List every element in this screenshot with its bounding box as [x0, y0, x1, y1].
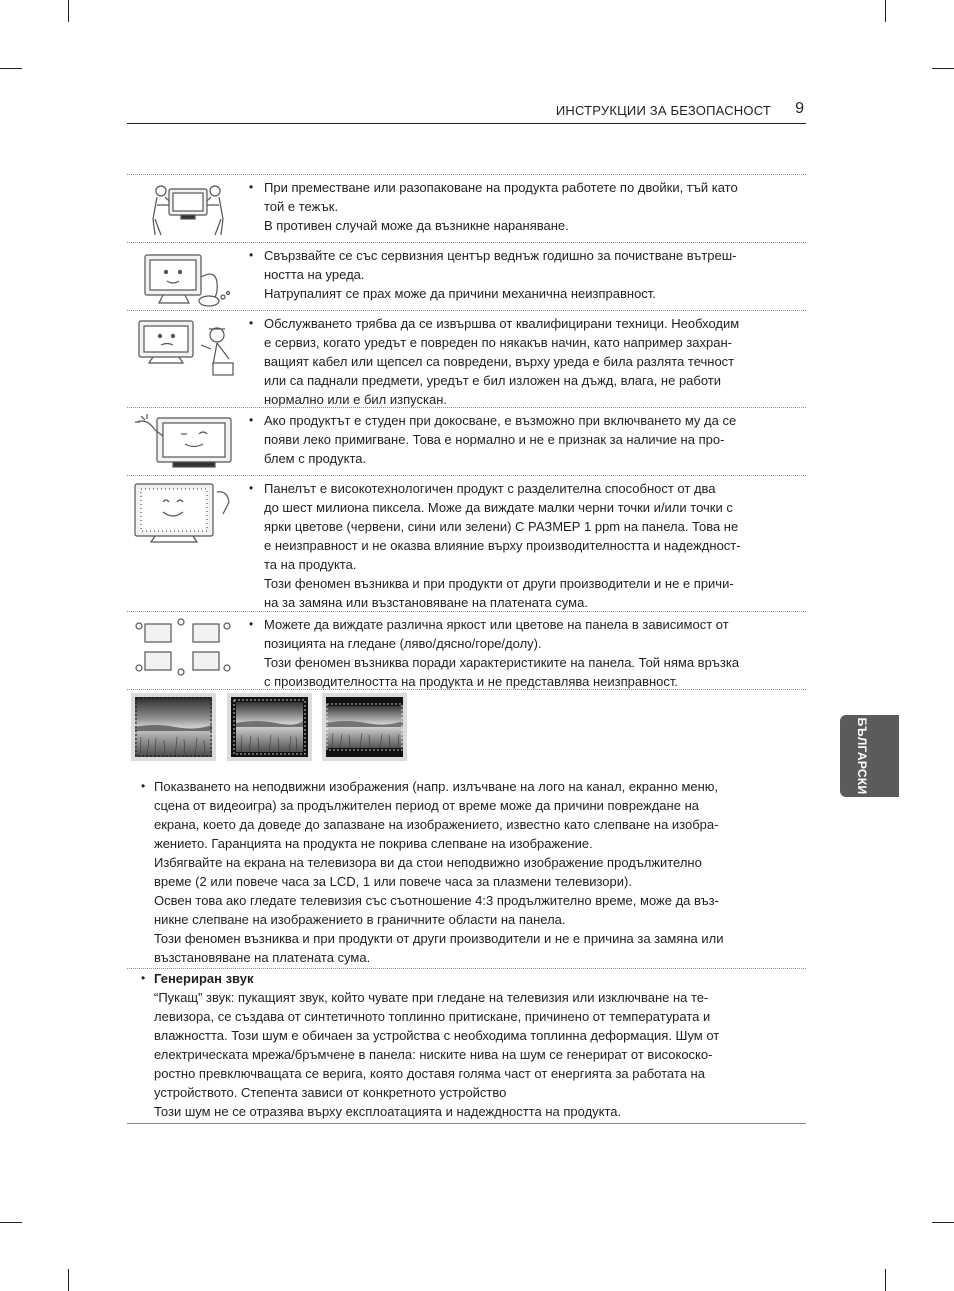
image-retention-photos — [131, 693, 411, 761]
paragraph-line: сцена от видеоигра) за продължителен период от време може да причини повреждане на — [154, 798, 699, 813]
row-text-line: При преместване или разопаковане на продукта работете по двойки, тъй като — [264, 180, 738, 195]
row-text-line: Панелът е високотехнологичен продукт с разделителна способност от два — [264, 481, 716, 496]
row-text-line: е неизправност и не оказва влияние върху производителността и надеждност- — [264, 538, 741, 553]
bullet: • — [249, 316, 254, 330]
row-text-line: на за замяна или възстановяване на платената сума. — [264, 595, 588, 610]
bullet: • — [249, 180, 254, 194]
landscape-photo-icon — [322, 693, 407, 761]
tv-service-technician-icon — [133, 315, 243, 381]
row-text-line: позицията на гледане (ляво/дясно/горе/долу). — [264, 636, 542, 651]
crop-mark — [932, 68, 954, 69]
crop-mark — [885, 1269, 886, 1291]
winking-cold-tv-icon — [133, 412, 243, 474]
bullet: • — [249, 481, 254, 495]
image-retention-paragraph — [127, 777, 806, 967]
smiling-panel-pixels-icon — [133, 480, 243, 546]
paragraph-line: Освен това ако гледате телевизия със съотношение 4:3 продължително време, може да въз- — [154, 893, 719, 908]
row-text-line: ярки цветове (червени, сини или зелени) С РАЗМЕР 1 ppm на панела. Това не — [264, 519, 739, 534]
paragraph-line: “Пукащ” звук: пукащият звук, който чувате при гледане на телевизия или изключване на те- — [154, 990, 709, 1005]
safety-row — [127, 611, 806, 689]
bullet: • — [249, 413, 254, 427]
page-number: 9 — [795, 100, 804, 117]
paragraph-line: Този шум не се отразява върху експлоатацията и надеждността на продукта. — [154, 1104, 622, 1119]
paragraph-line: екрана, което да доведе до запазване на изображението, известно като слепване на изобра- — [154, 817, 719, 832]
row-text-line: до шест милиона пиксела. Може да виждате малки черни точки и/или точки с — [264, 500, 733, 515]
tv-vacuum-cleaning-icon — [133, 247, 243, 309]
paragraph-line: никне слепване на изображението в граничните области на панела. — [154, 912, 566, 927]
noise-heading: Генериран звук — [154, 971, 254, 986]
safety-row — [127, 475, 806, 611]
paragraph-line: жението. Гаранцията на продукта не покрива слепване на изображение. — [154, 836, 593, 851]
paragraph-line: влажността. Този шум е обичаен за устройства с необходима топлинна деформация. Шум от — [154, 1028, 720, 1043]
two-people-carrying-tv-icon — [133, 179, 243, 239]
row-text-line: появи леко примигване. Това е нормално и не е признак за наличие на про- — [264, 432, 725, 447]
row-text-line: та на продукта. — [264, 557, 357, 572]
row-divider — [127, 1123, 806, 1124]
page-header — [127, 100, 806, 124]
row-text-line: Ако продуктът е студен при докосване, е възможно при включването му да се — [264, 413, 737, 428]
row-text-line: той е тежък. — [264, 199, 339, 214]
row-text-line: е сервиз, когато уредът е повреден по някакъв начин, като например захран- — [264, 335, 732, 350]
crop-mark — [0, 68, 22, 69]
paragraph-line: устройството. Степента зависи от конкретното устройство — [154, 1085, 507, 1100]
paragraph-line: Този феномен възниква и при продукти от други производители и не е причина за замяна или — [154, 931, 724, 946]
viewing-angles-tv-icon — [133, 616, 243, 678]
generated-noise-paragraph — [127, 969, 806, 1121]
crop-mark — [68, 0, 69, 22]
safety-row — [127, 407, 806, 475]
row-text-line: нормално или е бил изпускан. — [264, 392, 447, 407]
bullet: • — [141, 779, 146, 793]
crop-mark — [932, 1222, 954, 1223]
paragraph-line: електрическата мрежа/бръмчене в панела: ниските нива на шум се генерират от високоско- — [154, 1047, 713, 1062]
crop-mark — [885, 0, 886, 22]
row-divider — [127, 689, 806, 690]
paragraph-line: Показването на неподвижни изображения (напр. излъчване на лого на канал, екранно меню, — [154, 779, 719, 794]
row-text-line: ващият кабел или щепсел са повредени, върху уреда е била разлята течност — [264, 354, 735, 369]
row-text-line: Натрупалият се прах може да причини механична неизправност. — [264, 286, 656, 301]
bullet: • — [249, 617, 254, 631]
row-text-line: Този феномен възниква и при продукти от други производители и не е причи- — [264, 576, 734, 591]
row-text-line: В противен случай може да възникне нараняване. — [264, 218, 569, 233]
bullet: • — [249, 248, 254, 262]
crop-mark — [0, 1222, 22, 1223]
landscape-photo-icon — [227, 693, 312, 761]
paragraph-line: ростно превключващата се верига, която доставя голяма част от енергията за работата на — [154, 1066, 705, 1081]
paragraph-line: възстановяване на платената сума. — [154, 950, 371, 965]
paragraph-line: Избягвайте на екрана на телевизора ви да стои неподвижно изображение продължително — [154, 855, 702, 870]
section-title: ИНСТРУКЦИИ ЗА БЕЗОПАСНОСТ — [555, 103, 771, 118]
language-side-tab — [840, 715, 899, 797]
language-tab-label: БЪЛГАРСКИ — [855, 717, 869, 795]
safety-row — [127, 174, 806, 242]
row-text-line: ността на уреда. — [264, 267, 365, 282]
row-text-line: или са паднали предмети, уредът е бил изложен на дъжд, влага, не работи — [264, 373, 722, 388]
row-text-line: блем с продукта. — [264, 451, 367, 466]
row-text-line: Свързвайте се със сервизния център веднъж годишно за почистване вътреш- — [264, 248, 737, 263]
paragraph-line: левизора, се създава от синтетичното топлинно притискане, причинено от температурата и — [154, 1009, 711, 1024]
row-text-line: Този феномен възниква поради характеристиките на панела. Той няма връзка — [264, 655, 740, 670]
landscape-photo-icon — [131, 693, 216, 761]
bullet: • — [141, 971, 146, 985]
crop-mark — [68, 1269, 69, 1291]
safety-row — [127, 242, 806, 310]
paragraph-line: време (2 или повече часа за LCD, 1 или повече часа за плазмени телевизори). — [154, 874, 632, 889]
row-text-line: Обслужването трябва да се извършва от квалифицирани техници. Необходим — [264, 316, 740, 331]
row-text-line: Можете да виждате различна яркост или цветове на панела в зависимост от — [264, 617, 729, 632]
safety-row — [127, 310, 806, 407]
row-text-line: с производителността на продукта и не представлява неизправност. — [264, 674, 679, 689]
